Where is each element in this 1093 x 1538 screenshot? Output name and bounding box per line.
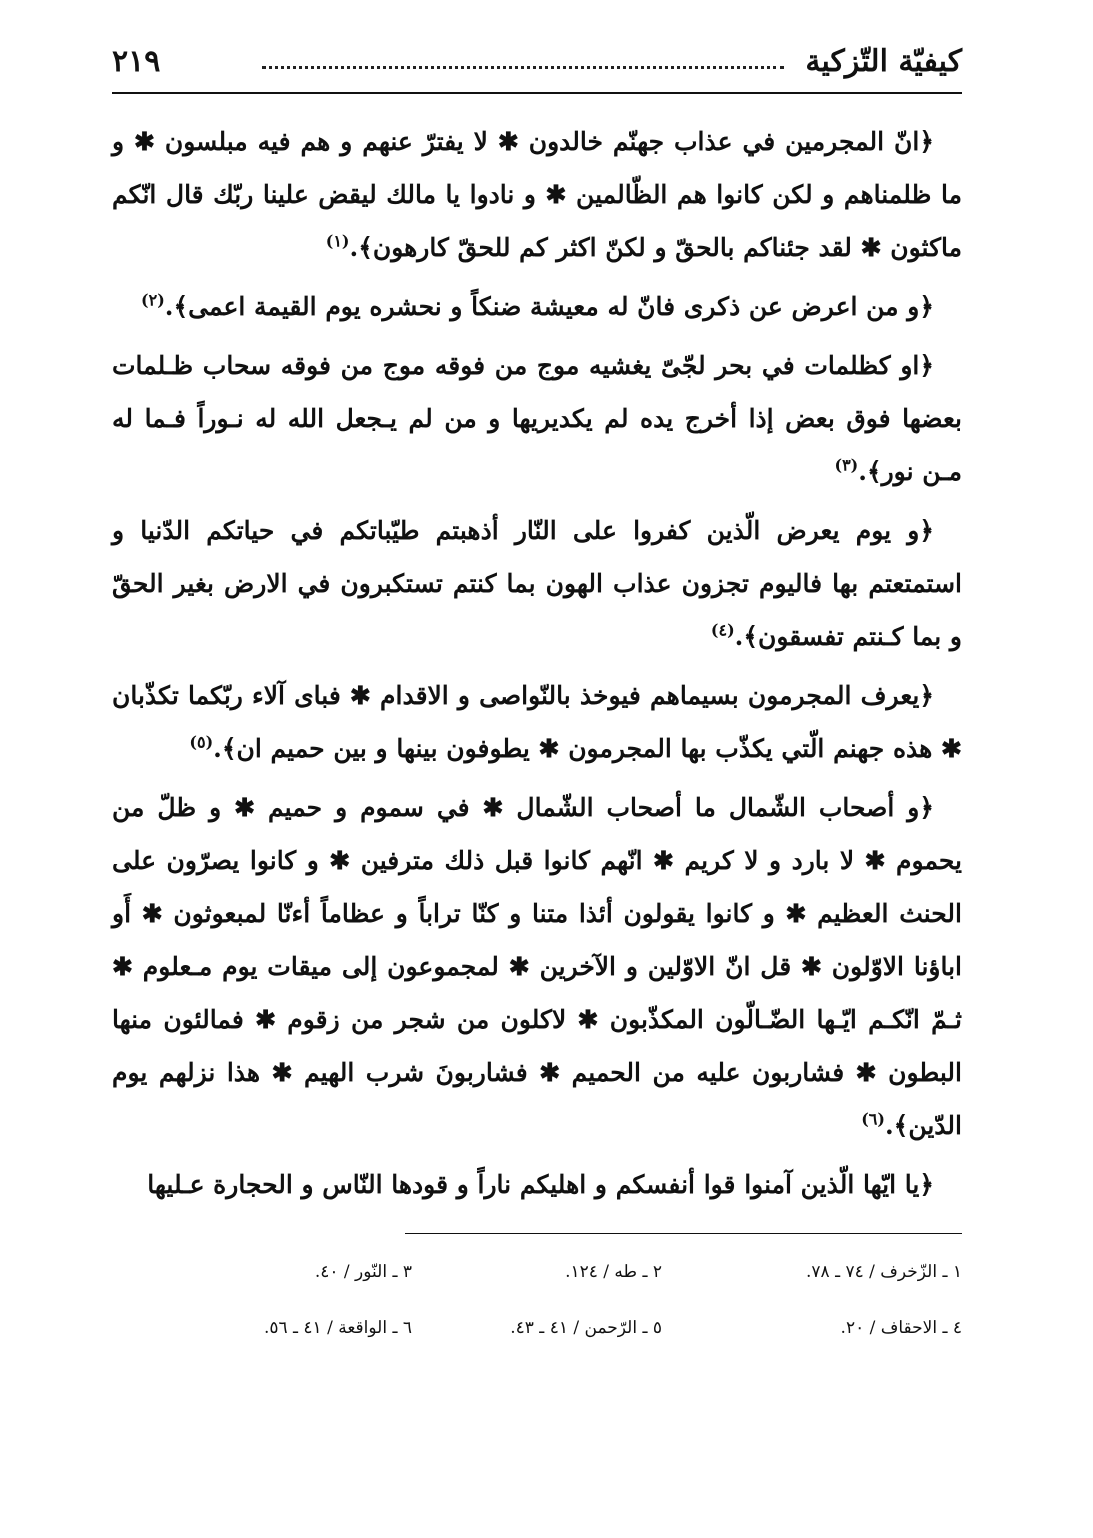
footnote-ref: (٦)	[861, 1109, 885, 1129]
footnote-ref: (٤)	[710, 620, 735, 640]
paragraph: ﴿او كظلمات في بحر لجّىّ يغشيه موج من فوقه موج من فوقه سحاب ظـلمات بعضها فوق بعض إذا أخرج يده لم يكديريها و من لم يـجعل الله له نـوراً فـما له مـن نور﴾.$^{(٣)}$	[112, 351, 962, 486]
footnote: ٢ ـ طه / ١٢٤.	[565, 1262, 662, 1282]
footnote-separator	[405, 1233, 962, 1234]
footnote-ref: (٥)	[189, 732, 214, 752]
footnote: ٤ ـ الاحقاف / ٢٠.	[840, 1318, 962, 1338]
footnote-row	[112, 1318, 962, 1374]
paragraph: ﴿و أصحاب الشّمال ما أصحاب الشّمال ✱ في سموم و حميم ✱ و ظلّ من يحموم ✱ لا بارد و لا كريم ✱ انّهم كانوا قبل ذلك مترفين ✱ و كانوا يصرّون على الحنث العظيم ✱ و كانوا يقولون أئذا متنا و كنّا تراباً و عظاماً أءنّا لمبعوثون ✱ أَو اباؤنا الاوّلون ✱ قل انّ الاوّلين و الآخرين ✱ لمجموعون إلى ميقات يوم مـعلوم ✱ ثـمّ انّكـم ايّـها الضّـالّون المكذّبون ✱ لاكلون من شجر من زقوم ✱ فمالئون منها البطون ✱ فشاربون عليه من الحميم ✱ فشاربونَ شرب الهيم ✱ هذا نزلهم يوم الدّين﴾.$^{(٦)}$	[112, 793, 962, 1140]
footnote: ٦ ـ الواقعة / ٤١ ـ ٥٦.	[263, 1318, 412, 1338]
footnote: ١ ـ الزّخرف / ٧٤ ـ ٧٨.	[806, 1262, 962, 1282]
page-number: ٢١٩	[112, 44, 161, 79]
header-leader-dots	[262, 56, 784, 69]
footnote-ref: (٣)	[834, 455, 859, 475]
paragraph: ﴿و من اعرض عن ذكرى فانّ له معيشة ضنكاً و نحشره يوم القيمة اعمى﴾.$^{(٢)}$	[141, 290, 934, 321]
header-rule	[112, 92, 962, 94]
footnote-ref: (١)	[325, 231, 350, 251]
paragraph: ﴿يعرف المجرمون بسيماهم فيوخذ بالنّواصى و الاقدام ✱ فباى آلاء ربّكما تكذّبان ✱ هذه جهنم الّتي يكذّب بها المجرمون ✱ يطوفون بينها و بين حميم ان﴾.$^{(٥)}$	[112, 681, 962, 763]
footnote: ٣ ـ النّور / ٤٠.	[314, 1262, 412, 1282]
footnote: ٥ ـ الرّحمن / ٤١ ـ ٤٣.	[510, 1318, 662, 1338]
running-header	[112, 40, 962, 90]
body-text	[112, 115, 962, 1217]
chapter-title: كيفيّة التّزكية	[805, 44, 962, 79]
footnote-ref: (٢)	[141, 290, 165, 310]
paragraph: ﴿يا ايّها الّذين آمنوا قوا أنفسكم و اهليكم ناراً و قودها النّاس و الحجارة عـليها	[147, 1170, 934, 1199]
paragraph: ﴿انّ المجرمين في عذاب جهنّم خالدون ✱ لا يفترّ عنهم و هم فيه مبلسون ✱ و ما ظلمناهم و لكن كانوا هم الظّالمين ✱ و نادوا يا مالك ليقض علينا ربّك قال انّكم ماكثون ✱ لقد جئناكم بالحقّ و لكنّ اكثر كم للحقّ كارهون﴾.$^{(١)}$	[112, 127, 962, 262]
footnote-row	[112, 1262, 962, 1318]
footnotes	[112, 1262, 962, 1374]
paragraph: ﴿و يوم يعرض الّذين كفروا على النّار أذهبتم طيّباتكم في حياتكم الدّنيا و استمتعتم بها فاليوم تجزون عذاب الهون بما كنتم تستكبرون في الارض بغير الحقّ و بما كـنتم تفسقون﴾.$^{(٤)}$	[112, 516, 962, 651]
